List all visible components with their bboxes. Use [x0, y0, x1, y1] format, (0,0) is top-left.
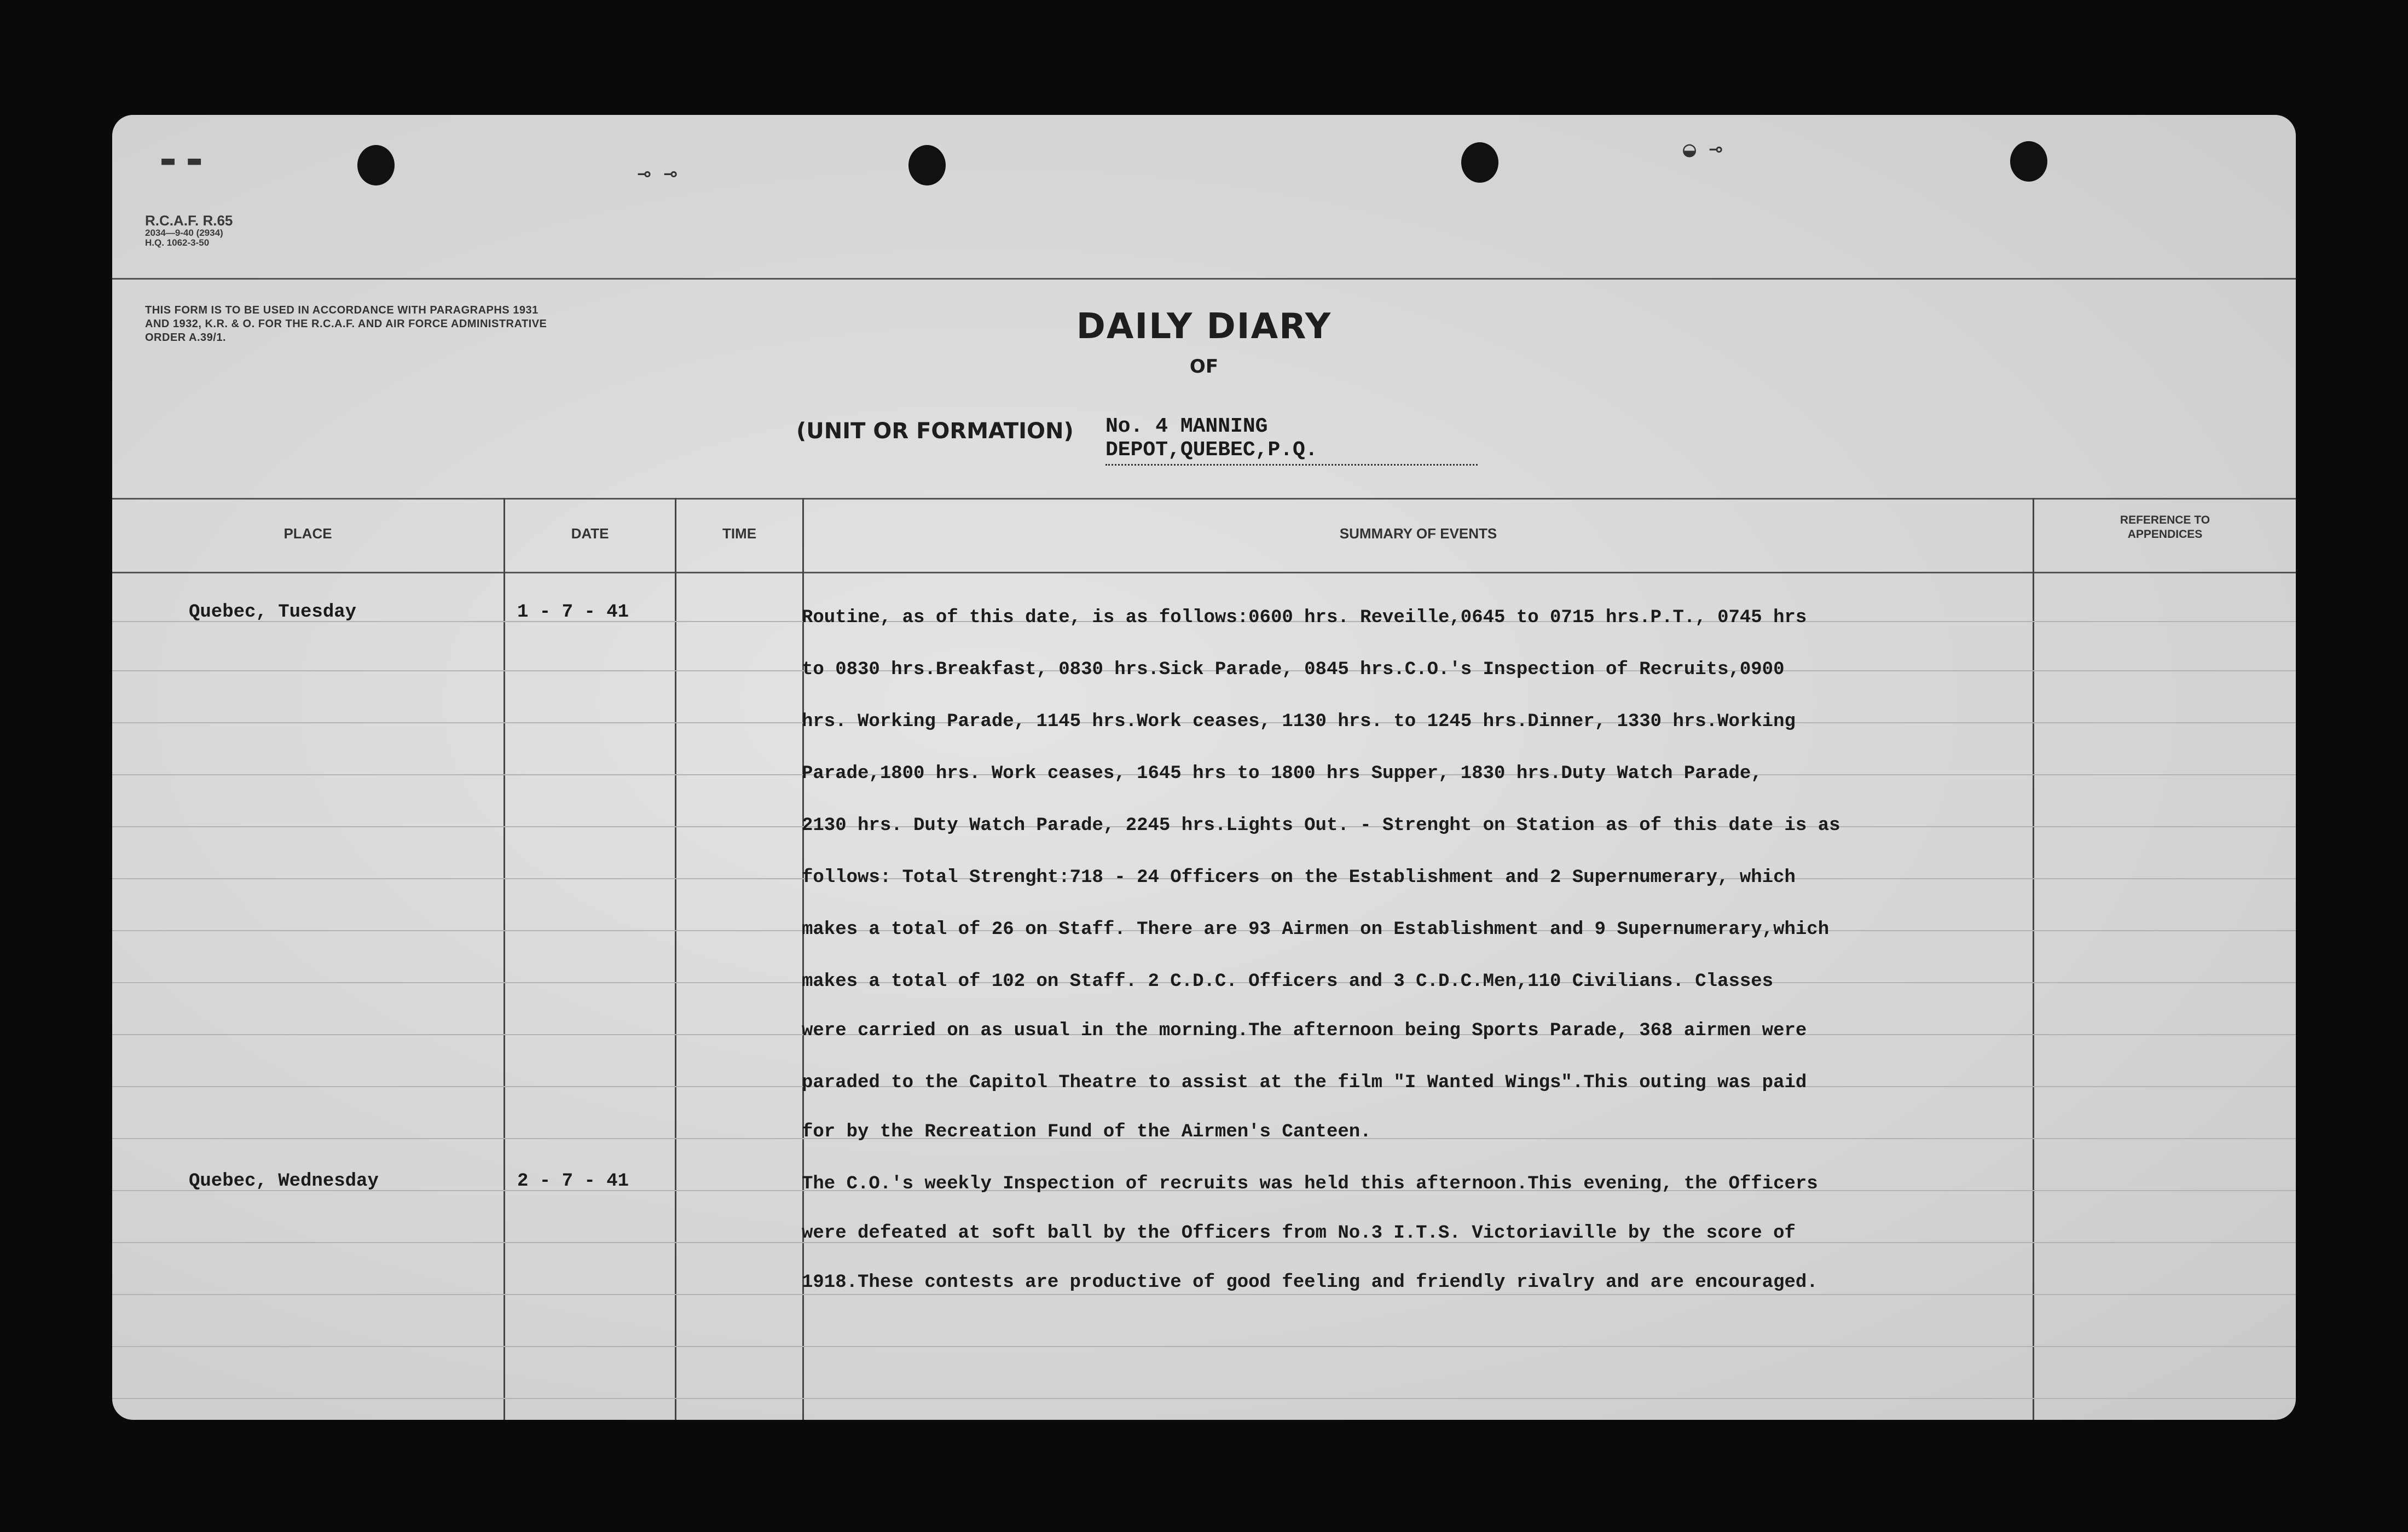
form-identifier	[145, 213, 233, 248]
summary-line: Routine, as of this date, is as follows:0600 hrs. Reveille,0645 to 0715 hrs.P.T., 0745 hrs	[802, 607, 1807, 628]
column-header-time: TIME	[722, 525, 757, 542]
summary-line: paraded to the Capitol Theatre to assist at the film "I Wanted Wings".This outing was paid	[802, 1072, 1807, 1093]
summary-line: Parade,1800 hrs. Work ceases, 1645 hrs to 1800 hrs Supper, 1830 hrs.Duty Watch Parade,	[802, 763, 1762, 784]
summary-line: 2130 hrs. Duty Watch Parade, 2245 hrs.Lights Out. - Strenght on Station as of this date is as	[802, 815, 1840, 836]
summary-line: makes a total of 26 on Staff. There are 93 Airmen on Establishment and 9 Supernumerary,which	[802, 919, 1830, 940]
ruled-line	[112, 1294, 2296, 1295]
form-print-code: 2034—9-40 (2934)	[145, 228, 223, 239]
entry-place: Quebec, Wednesday	[189, 1171, 379, 1192]
summary-line: follows: Total Strenght:718 - 24 Officers on the Establishment and 2 Supernumerary, which	[802, 867, 1796, 888]
summary-line: makes a total of 102 on Staff. 2 C.D.C. Officers and 3 C.D.C.Men,110 Civilians. Classes	[802, 971, 1774, 992]
summary-line: for by the Recreation Fund of the Airmen's Canteen.	[802, 1122, 1371, 1142]
column-header-place: PLACE	[283, 525, 332, 542]
page-title: DAILY DIARY	[1076, 306, 1332, 347]
table-top-border	[112, 498, 2296, 500]
ruled-line	[112, 1346, 2296, 1347]
diary-sheet	[112, 115, 2296, 1420]
summary-line: The C.O.'s weekly Inspection of recruits was held this afternoon.This evening, the Officers	[802, 1174, 1818, 1194]
title-of: OF	[1189, 356, 1219, 378]
unit-label: (UNIT OR FORMATION)	[796, 419, 1074, 444]
punch-hole	[908, 145, 946, 185]
column-header-summary: SUMMARY OF EVENTS	[1339, 525, 1497, 542]
form-hq-code: H.Q. 1062-3-50	[145, 237, 210, 248]
punch-hole	[1461, 142, 1498, 183]
column-header-reference: REFERENCE TO APPENDICES	[2120, 514, 2210, 541]
entry-place: Quebec, Tuesday	[189, 602, 357, 623]
column-divider	[503, 498, 505, 1420]
ruled-line	[112, 1398, 2296, 1399]
punch-hole	[357, 145, 395, 185]
header-divider	[112, 278, 2296, 280]
form-instructions: THIS FORM IS TO BE USED IN ACCORDANCE WITH PARAGRAPHS 1931 AND 1932, K.R. & O. FOR THE R.C.A.F. AND AIR FORCE ADMINISTRATIVE ORDER A.39/1.	[145, 304, 547, 344]
pencil-mark: ⊸ ⊸	[638, 161, 678, 187]
summary-line: to 0830 hrs.Breakfast, 0830 hrs.Sick Parade, 0845 hrs.C.O.'s Inspection of Recruits,0900	[802, 659, 1785, 680]
entry-date: 2 - 7 - 41	[517, 1171, 629, 1192]
summary-line: were defeated at soft ball by the Officers from No.3 I.T.S. Victoriaville by the score of	[802, 1223, 1796, 1244]
unit-value: No. 4 MANNING DEPOT,QUEBEC,P.Q.	[1105, 415, 1478, 466]
summary-line: were carried on as usual in the morning.The afternoon being Sports Parade, 368 airmen were	[802, 1020, 1807, 1041]
column-divider	[675, 498, 676, 1420]
entry-date: 1 - 7 - 41	[517, 602, 629, 623]
summary-line: hrs. Working Parade, 1145 hrs.Work ceases, 1130 hrs. to 1245 hrs.Dinner, 1330 hrs.Working	[802, 711, 1796, 732]
form-number: R.C.A.F. R.65	[145, 212, 233, 229]
column-divider	[2033, 498, 2034, 1420]
summary-line: 1918.These contests are productive of good feeling and friendly rivalry and are encouraged.	[802, 1272, 1818, 1293]
table-header-border	[112, 572, 2296, 573]
pencil-mark: ▬ ▬	[161, 148, 201, 173]
column-header-date: DATE	[571, 525, 609, 542]
punch-hole	[2010, 141, 2047, 182]
pencil-mark: ◒ ⊸	[1683, 137, 1723, 162]
